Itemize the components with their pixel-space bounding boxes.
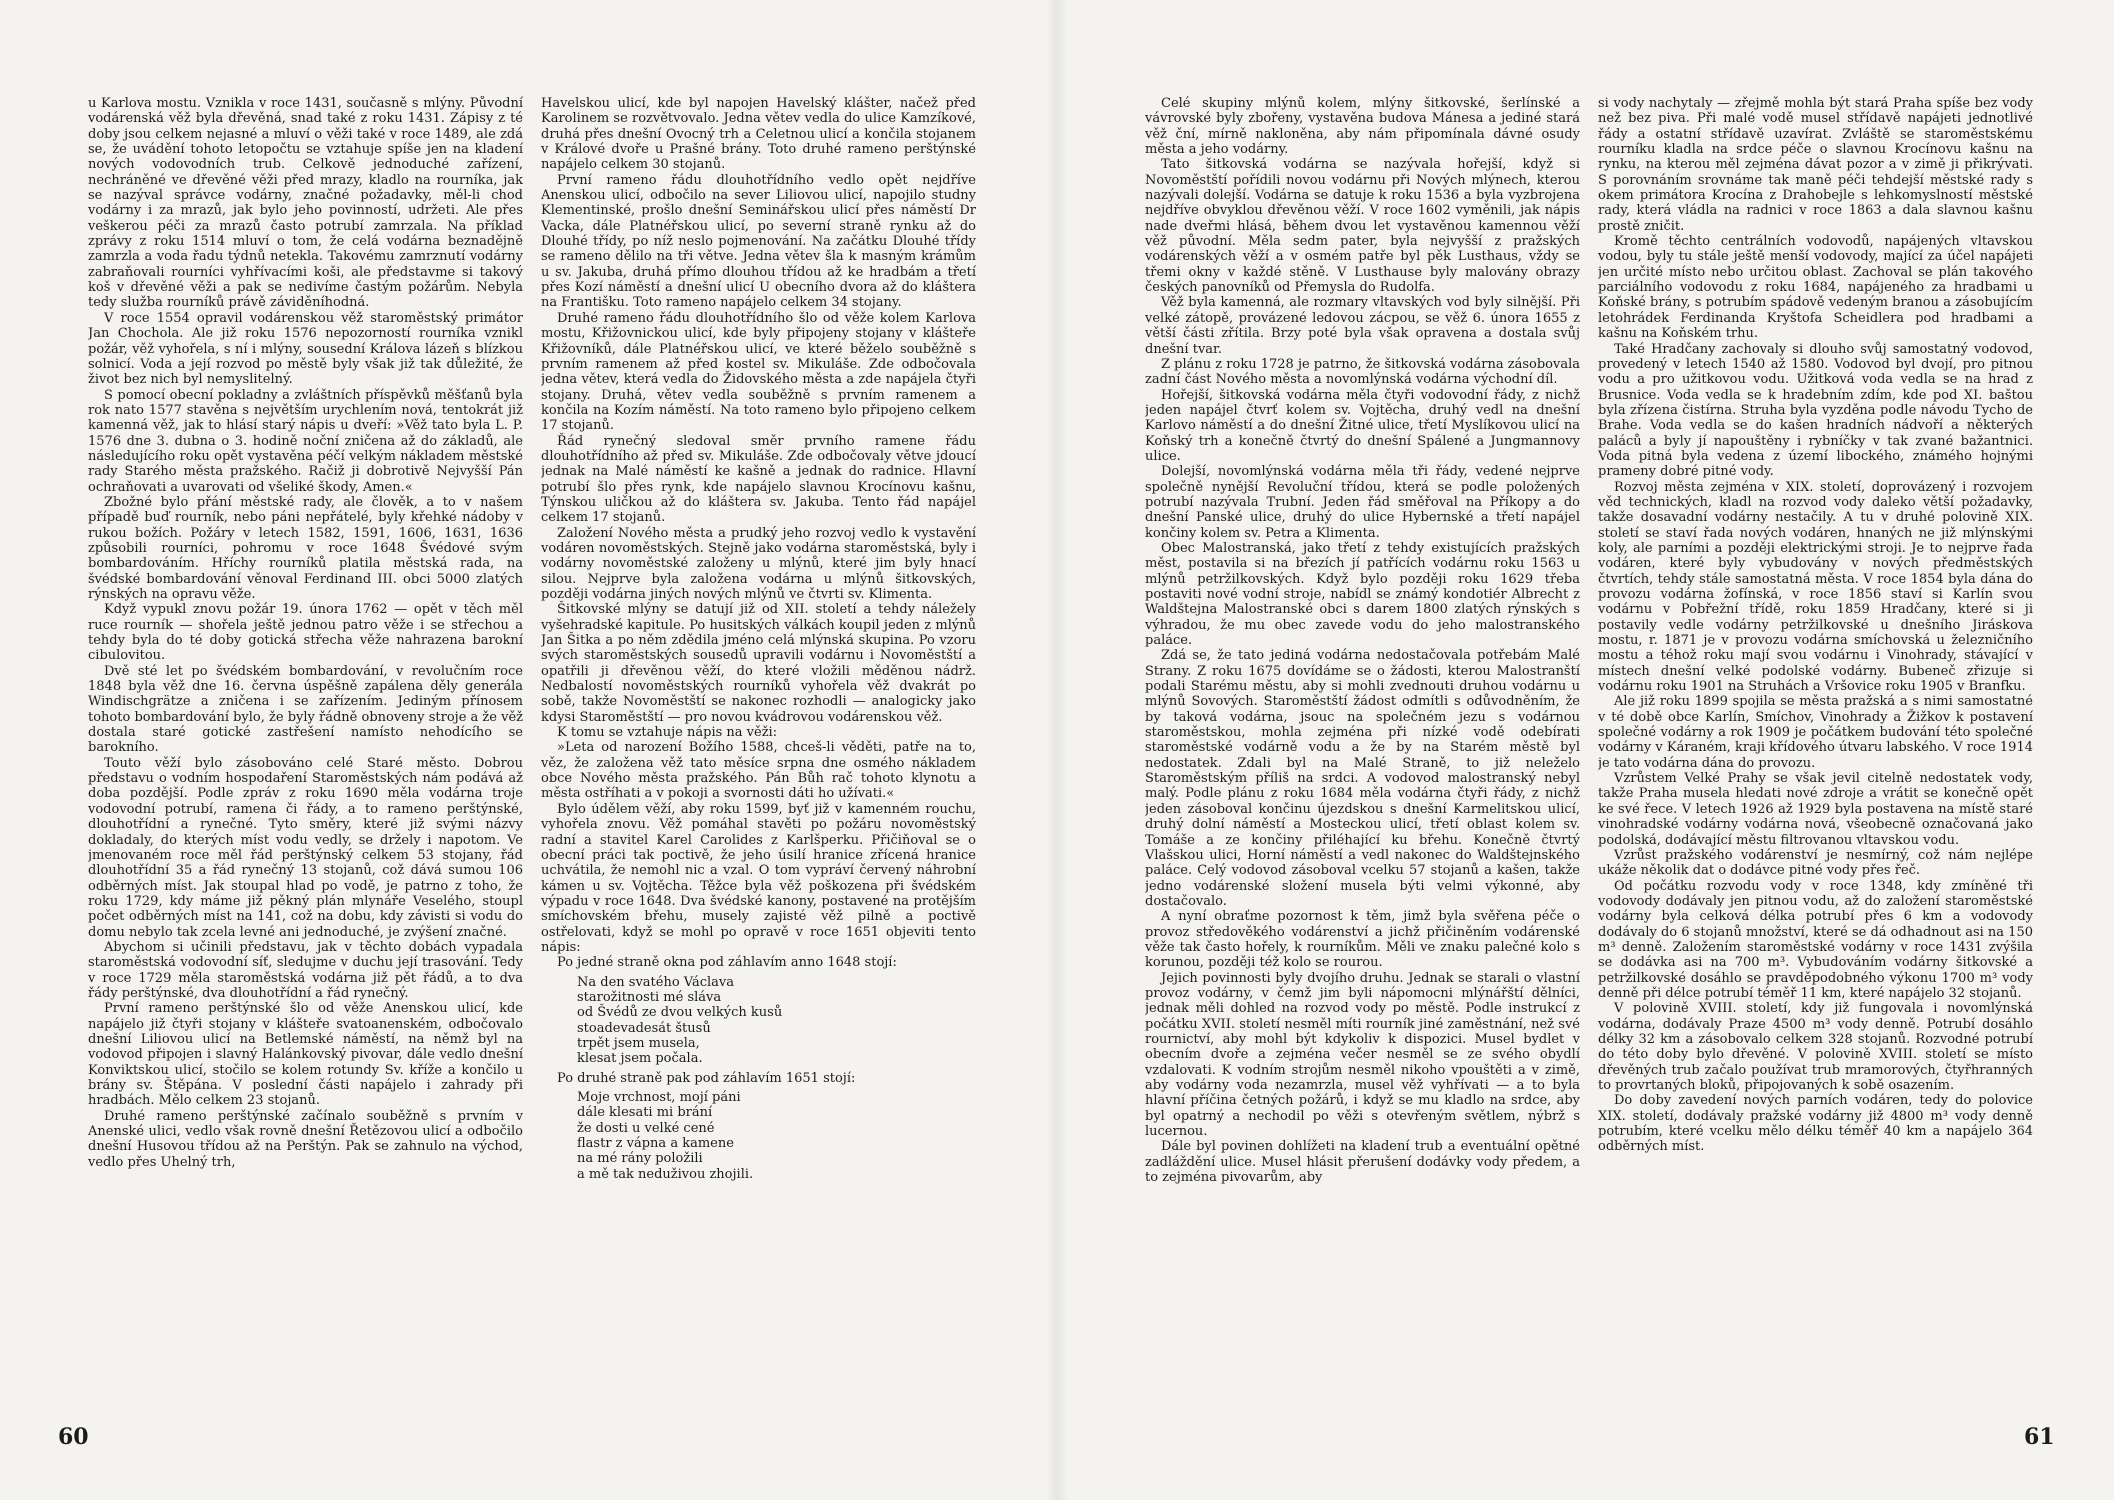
left-page-column-1 [88, 96, 523, 1396]
paragraph: Řád rynečný sledoval směr prvního ramene řádu dlouhotřídního až před sv. Mikuláše. Zde odbočovaly větve jdoucí jednak na Malé náměstí ke kašně a jednak do radnice. Hlavní potrubí šlo přes rynk, kde napájelo slavnou Krocínovu kašnu, Týnskou uličkou až do kláštera sv. Jakuba. Tento řád napájel celkem 17 stojanů. [541, 433, 976, 526]
verse-inscription [577, 1090, 976, 1182]
paragraph: Po druhé straně pak pod záhlavím 1651 stojí: [557, 1070, 856, 1086]
verse-line: klesat jsem počala. [577, 1051, 703, 1067]
paragraph: Hořejší, šitkovská vodárna měla čtyři vodovodní řády, z nichž jeden napájel čtvrť kolem sv. Vojtěcha, druhý vedl na dnešní Karlovo náměstí a do dnešní Žitné ulice, třetí Myslíkovou ulicí na Koňský trh a konečně čtvrtý do dnešní Spálené a Jungmannovy ulice. [1145, 387, 1580, 464]
paragraph: si vody nachytaly — zřejmě mohla být stará Praha spíše bez vody než bez piva. Při malé vodě musel střídavě napájeti jednotlivé řády a ostatní střídavě uzavírat. Zvláště se staroměstskému rourníku kladla na srdce péče o slavnou Krocínovu kašnu na rynku, na kterou měl zejména dávat pozor a v zimě ji přikrývati. S porovnáním srovnáme tak maně péči tehdejší městské rady s okem primátora Krocína z Drahobejle s lehkomyslností městské rady, která vládla na radnici v roce 1863 a dala slavnou kašnu prostě zničit. [1598, 96, 2033, 234]
paragraph: Ale již roku 1899 spojila se města pražská a s nimi samostatné v té době obce Karlín, Smíchov, Vinohrady a Žižkov k postavení společné vodárny a rok 1909 je počátkem budování této společné vodárny v Káraném, kraji křídového útvaru labského. V roce 1914 je tato vodárna dána do provozu. [1598, 694, 2033, 771]
paragraph: Druhé rameno řádu dlouhotřídního šlo od věže kolem Karlova mostu, Křižovnickou ulicí, kde byly připojeny stojany v klášteře Křižovníků, dále Platnéřskou ulicí, ve které běželo souběžně s prvním ramenem až před kostel sv. Mikuláše. Zde odbočovala jedna větev, která vedla do Židovského města a zde napájela čtyři stojany. Druhá, větev vedla souběžně s prvním ramenem a končila na Kozím náměstí. Na toto rameno bylo připojeno celkem 17 stojanů. [541, 310, 976, 434]
paragraph: Havelskou ulicí, kde byl napojen Havelský klášter, načež před Karolinem se rozvětvovalo. Jedna větev vedla do ulice Kamzíkové, druhá přes dnešní Ovocný trh a Celetnou ulicí a končila stojanem v Králové dvoře u Prašné brány. Toto druhé rameno perštýnské napájelo celkem 30 stojanů. [541, 96, 976, 173]
paragraph: Celé skupiny mlýnů kolem, mlýny šitkovské, šerlínské a vávrovské byly zbořeny, vystavěna budova Mánesa a jediné stará věž ční, mírně nakloněna, aby nám připomínala dávné osudy města a jeho vodárny. [1145, 96, 1580, 158]
verse-line: starožitnosti mé sláva [577, 989, 722, 1005]
paragraph: Z plánu z roku 1728 je patrno, že šitkovská vodárna zásobovala zadní část Nového města a novomlýnská vodárna východní díl. [1145, 356, 1580, 388]
paragraph: Také Hradčany zachovaly si dlouho svůj samostatný vodovod, provedený v letech 1540 až 1580. Vodovod byl dvojí, pro pitnou vodu a pro užitkovou vodu. Užitková voda vedla se na hrad z Brusnice. Voda vedla se k hradebním zdím, kde pod XI. baštou byla zřízena čistírna. Struha byla vyzděna podle návodu Tycho de Brahe. Voda vedla se do kašen hradních nádvoří a některých paláců a byly jí napouštěny i rybníčky v tak zvané bažantnici. Voda pitná byla vedena z území libockého, známého hojnými prameny dobré pitné vody. [1598, 341, 2033, 480]
paragraph: První rameno perštýnské šlo od věže Anenskou ulicí, kde napájelo již čtyři stojany v klášteře svatoanenském, odbočovalo dnešní Liliovou ulicí na Betlemské náměstí, na němž byl na vodovod připojen i slavný Halánkovský pivovar, dále vedlo dnešní Konviktskou ulicí, stočilo se kolem rotundy Sv. kříže a končilo u brány sv. Štěpána. V poslední části napájelo i zahrady při hradbách. Mělo celkem 23 stojanů. [88, 1001, 523, 1109]
paragraph: Dvě sté let po švédském bombardování, v revolučním roce 1848 byla věž dne 16. června úspěšně zapálena děly generála Windischgrätze a zničena i se zařízením. Jediným přínosem tohoto bombardování bylo, že byly řádně obnoveny stroje a že věž dostala staré gotické zastřešení namísto nehodícího se barokního. [88, 663, 523, 756]
verse-line: Na den svatého Václava [577, 974, 735, 990]
paragraph: Bylo údělem věží, aby roku 1599, byť již v kamenném rouchu, vyhořela znovu. Věž pomáhal stavěti po požáru novoměstský radní a stavitel Karel Carolides z Karlšperku. Přičiňoval se o obecní práci tak poctivě, že jeho úsilí hranice zřícená hranice uchvátila, že nemohl nic a vzal. O tom vypráví červený náhrobní kámen u sv. Vojtěcha. Těžce byla věž poškozena při švédském výpadu v roce 1648. Dva švédské kanony, postavené na protějším smíchovském břehu, musely zajisté věž pilně a poctivě ostřelovati, když se mohl po opravě v roce 1651 objeviti tento nápis: [541, 801, 976, 955]
paragraph: Rozvoj města zejména v XIX. století, doprovázený i rozvojem věd technických, kladl na rozvod vody daleko větší požadavky, takže dosavadní vodárny nestačily. A tu v druhé polovině XIX. století se staví řada nových vodáren, hnaných ne již mlýnskými koly, ale parními a později elektrickými stroji. Je to nejprve řada vodáren, které byly vybudovány v nových předměstských čtvrtích, tehdy stále samostatná města. V roce 1854 byla dána do provozu vodárna žofínská, v roce 1856 staví si Karlín svou vodárnu v Pobřežní třídě, roku 1859 Hradčany, které si ji postavily vedle vodárny petržilkovské u dnešního Jiráskova mostu, r. 1871 je v provozu vodárna smíchovská u železničního mostu a téhož roku mají svou vodárnu i Vinohrady, stávající v místech dnešní velké podolské vodárny. Bubeneč zřizuje si vodárnu roku 1901 na Struhách a Vršovice roku 1905 v Branfku. [1598, 479, 2033, 695]
right-page-column-2 [1598, 96, 2033, 1396]
right-page-column-1 [1145, 96, 1580, 1396]
paragraph: Když vypukl znovu požár 19. února 1762 — opět v těch měl ruce rourník — shořela ještě jednou patro věže i se střechou a tehdy byla do té doby gotická střecha věže nahrazena barokní cibulovitou. [88, 602, 523, 664]
verse-line: od Švédů ze dvou velkých kusů [577, 1005, 783, 1021]
page-number-right: 61 [2024, 1424, 2055, 1450]
paragraph: Po jedné straně okna pod záhlavím anno 1648 stojí: [557, 955, 897, 971]
paragraph: S pomocí obecní pokladny a zvláštních příspěvků měšťanů byla rok nato 1577 stavěna s největším urychlením nová, tentokrát již kamenná věž, jak to hlásí starý nápis u dveří: »Věž tato byla L. P. 1576 dne 3. dubna o 3. hodině noční zničena až do základů, ale následujícího roku opět vystavěna péčí velkým nákladem městské rady Starého města pražského. Račiž ji dobrotivě Nejvyšší Pán ochraňovati a uvarovati od všeliké škody, Amen.« [88, 387, 523, 495]
verse-line: na mé rány položili [577, 1151, 703, 1167]
paragraph: Abychom si učinili představu, jak v těchto dobách vypadala staroměstská vodovodní síť, sledujme v duchu její trasování. Tedy v roce 1729 měla staroměstská vodárna již pět řádů, a to dva řády perštýnské, dva dlouhotřídní a řád rynečný. [88, 939, 523, 1001]
paragraph: Založení Nového města a prudký jeho rozvoj vedlo k vystavění vodáren novoměstských. Stejně jako vodárna staroměstská, byly i vodárny novoměstské založeny u mlýnů, které jim byly hnací silou. Nejprve byla založena vodárna u mlýnů šitkovských, později vodárna jiných nových mlýnů ve čtvrti sv. Klimenta. [541, 525, 976, 602]
verse-line: Moje vrchnost, mojí páni [577, 1090, 741, 1105]
paragraph: K tomu se vztahuje nápis na věži: [557, 725, 778, 741]
paragraph: Zbožné bylo přání městské rady, ale člověk, a to v našem případě buď rourník, nebo páni nepřátelé, byly křehké nádoby v rukou božích. Požáry v letech 1582, 1591, 1606, 1631, 1636 způsobili rourníci, pohromu v roce 1648 Švédové svým bombardováním. Hříchy rourníků platila městská rada, na švédské bombardování věnoval Ferdinand III. obci 5000 zlatých rýnských na opravu věže. [88, 494, 523, 602]
paragraph: Od počátku rozvodu vody v roce 1348, kdy zmíněné tři vodovody dodávaly jen pitnou vodu, až do založení staroměstské vodárny byla celková délka potrubí přes 6 km a vodovody dodávaly do 6 stojanů množství, které se dá odhadnout asi na 150 m³ denně. Založením staroměstské vodárny v roce 1431 zvýšila se dodávka asi na 700 m³. Vybudováním vodárny šitkovské a petržilkovské dosáhlo se pravděpodobného výkonu 1700 m³ vody denně při délce potrubí téměř 11 km, které napájelo 32 stojanů. [1598, 878, 2033, 1001]
paragraph: Tato šitkovská vodárna se nazývala hořejší, když si Novoměstští pořídili novou vodárnu při Nových mlýnech, kterou nazývali dolejší. Vodárna se datuje k roku 1536 a byla vyzbrojena nejdříve obvyklou dřevěnou věží. V roce 1602 vyměnili, jak nápis nade dveřmi hlásá, během dvou let vystavěnou kamennou věží věž původní. Měla sedm pater, byla nejvyšší z pražských vodárenských věží a v osmém patře byl pěk Lusthaus, vždy se třemi okny v každé stěně. V Lusthause byly malovány obrazy českých panovníků od Přemysla do Rudolfa. [1145, 157, 1580, 296]
right-page [1057, 0, 2114, 1500]
paragraph: Dále byl povinen dohlížeti na kladení trub a eventuální opětné zadláždění ulice. Musel hlásit přerušení dodávky vody předem, a to zejména pivovarům, aby [1145, 1139, 1580, 1186]
paragraph: Druhé rameno perštýnské začínalo souběžně s prvním v Anenské ulici, vedlo však rovně dnešní Řetězovou ulicí a odbočilo dnešní Husovou třídou až na Perštýn. Pak se zahnulo na východ, vedlo přes Uhelný trh, [88, 1108, 523, 1170]
page-number-left: 60 [58, 1424, 89, 1450]
verse-line: že dosti u velké cené [577, 1120, 715, 1136]
verse-line: dále klesati mi brání [577, 1105, 713, 1121]
left-page-column-2 [541, 96, 976, 1396]
paragraph: Do doby zavedení nových parních vodáren, tedy do polovice XIX. století, dodávaly pražské vodárny již 4800 m³ vody denně potrubím, které vcelku mělo délku téměř 40 km a napájelo 364 odběrných míst. [1598, 1093, 2033, 1155]
paragraph: Věž byla kamenná, ale rozmary vltavských vod byly silnější. Při velké zátopě, provázené ledovou zácpou, se věž 6. února 1655 z větší části zřítila. Brzy poté byla však opravena a dostala svůj dnešní tvar. [1145, 295, 1580, 357]
paragraph: Dolejší, novomlýnská vodárna měla tři řády, vedené nejprve společně nynější Revoluční třídou, která se podle položených potrubí nazývala Trubní. Jeden řád směřoval na Příkopy a do dnešní Panské ulice, druhý do ulice Hybernské a třetí napájel končiny kolem sv. Petra a Klimenta. [1145, 464, 1580, 541]
paragraph: Vzrůst pražského vodárenství je nesmírný, což nám nejlépe ukáže několik dat o dodávce pitné vody přes řeč. [1598, 847, 2033, 879]
verse-line: trpět jsem musela, [577, 1035, 700, 1051]
paragraph: u Karlova mostu. Vznikla v roce 1431, současně s mlýny. Původní vodárenská věž byla dřevěná, snad také z roku 1431. Zápisy z té doby jsou celkem nejasné a mluví o věži také v roce 1489, ale zdá se, že uvádění tohoto letopočtu se vztahuje spíše jen na kladení nových vodovodních trub. Celkově jednoduché zařízení, nechráněné ve dřevěné věži před mrazy, kladlo na rourníka, jak se nazýval správce vodárny, značné požadavky, měl-li chod vodárny i za mrazů, jak bylo jeho povinností, udržeti. Ale přes veškerou péči za mrazů často potrubí zamrzala. Na příklad zprávy z roku 1514 mluví o tom, že celá vodárna beznadějně zamrzla a voda řadu týdnů netekla. Takovému zamrznutí vodárny zabraňovali rourníci vyhřívacími koši, ale představme si takový koš v dřevěné věži a pak se nedivíme častým požárům. Nebyla tedy služba rourníků právě záviděníhodná. [88, 96, 523, 311]
paragraph: Obec Malostranská, jako třetí z tehdy existujících pražských měst, postavila si na březích jí patřících vodárnu roku 1563 u mlýnů petržilkovských. Když bylo později roku 1629 třeba postaviti nové vodní stroje, nabídl se známý kondotiér Albrecht z Waldštejna Malostranské obci s darem 1800 zlatých rýnských s výhradou, že mu obec zavede vodu do jeho malostranského paláce. [1145, 540, 1580, 649]
paragraph: Šitkovské mlýny se datují již od XII. století a tehdy náležely vyšehradské kapitule. Po husitských válkách koupil jeden z mlýnů Jan Šitka a po něm zdědila jméno celá mlýnská skupina. Po vzoru svých staroměstských sousedů upravili vodárnu i Novoměstští a opatřili ji dřevěnou věží, do které vložili měděnou nádrž. Nedbalostí novoměstských rourníků vyhořela věž dvakrát po sobě, takže Novoměstští se nakonec rozhodli — analogicky jako kdysi Staroměstští — pro novou kvádrovou vodárenskou věž. [541, 602, 976, 725]
paragraph: První rameno řádu dlouhotřídního vedlo opět nejdříve Anenskou ulicí, odbočilo na sever Liliovou ulicí, napojilo studny Klementinské, prošlo dnešní Seminářskou ulicí přes náměstí Dr Vacka, dále Platnéřskou ulicí, po severní straně rynku až do Dlouhé třídy, po níž neslo pojmenování. Na začátku Dlouhé třídy se rameno dělilo na tři větve. Jedna větev šla k masným krámům u sv. Jakuba, druhá přímo dlouhou třídou až ke hradbám a třetí přes Kozí náměstí a dnešní ulicí U obecního dvora až do kláštera na Františku. Toto rameno napájelo celkem 34 stojany. [541, 172, 976, 311]
paragraph: Touto věží bylo zásobováno celé Staré město. Dobrou představu o vodním hospodaření Staroměstských nám podává až doba pozdější. Podle zpráv z roku 1690 měla vodárna troje vodovodní potrubí, ramena či řády, a to rameno perštýnské, dlouhotřídní a rynečné. Tyto směry, které již svými názvy dokladaly, do kterých míst vodu vedly, se držely i napotom. Ve jmenovaném roce měl řád perštýnský celkem 53 stojany, řád dlouhotřídní 35 a řád rynečný 13 stojanů, což dává sumou 106 odběrných míst. Jak stoupal hlad po vodě, je patrno z toho, že roku 1729, kdy máme již pěkný plán mlynáře Veselého, stoupl počet odběrných míst na 141, což na dobu, kdy závisti si vodu do domu nebylo tak zcela levné ani jednoduché, je zvýšení značné. [88, 755, 523, 940]
paragraph: »Leta od narození Božího 1588, chceš-li věděti, patře na to, věz, že založena věž tato měsíce srpna dne osmého nákladem obce Nového města pražského. Pán Bůh rač tohoto klynotu a města ostříhati a v pokoji a svornosti dáti ho užívati.« [541, 740, 976, 802]
paragraph: Vzrůstem Velké Prahy se však jevil citelně nedostatek vody, takže Praha musela hledati nové zdroje a vrátit se konečně opět ke své řece. V letech 1926 až 1929 byla postavena na místě staré vinohradské vodárny vodárna nová, všeobecně označovaná jako podolská, dodávající městu filtrovanou vltavskou vodu. [1598, 771, 2033, 848]
paragraph: A nyní obraťme pozornost k těm, jimž byla svěřena péče o provoz středověkého vodárenství a jichž přičiněním vodárenské věže tak často hořely, k rourníkům. Měli ve znaku palečné kolo s korunou, později též kolo se rourou. [1145, 909, 1580, 971]
paragraph: V roce 1554 opravil vodárenskou věž staroměstský primátor Jan Chochola. Ale již roku 1576 nepozorností rourníka vznikl požár, věž vyhořela, s ní i mlýny, sousední Králova lázeň s blízkou solnicí. Voda a její rozvod po městě byly však již tak důležité, že život bez nich byl nemyslitelný. [88, 310, 523, 388]
paragraph: V polovině XVIII. století, kdy již fungovala i novomlýnská vodárna, dodávaly Praze 4500 m³ vody denně. Potrubí dosáhlo délky 32 km a zásobovalo celkem 328 stojanů. Rozvodné potrubí do této doby bylo dřevěné. V polovině XVIII. století se místo dřevěných trub začalo používat trub mramorových, čtyřhranných to provrtaných bloků, připojovaných k sobě osazením. [1598, 1001, 2033, 1093]
verse-line: stoadevadesát štusů [577, 1020, 711, 1036]
verse-line: flastr z vápna a kamene [577, 1136, 734, 1152]
verse-line: a mě tak neduživou zhojili. [577, 1166, 754, 1182]
paragraph: Zdá se, že tato jediná vodárna nedostačovala potřebám Malé Strany. Z roku 1675 dovídáme se o žádosti, kterou Malostranští podali Starému městu, aby si mohli zvednouti druhou vodárnu u mlýnů Sovových. Staroměstští žádost odmítli s odůvodněním, že by taková vodárna, jsouc na společném jezu s vodárnou staroměstskou, mohla zejména při nízké vodě odebírati staroměstské vodárně vodu a že by na Starém městě byl nedostatek. Zdali byl na Malé Straně, to již neleželo Staroměstským příliš na srdci. A vodovod malostranský nebyl malý. Podle plánu z roku 1684 měla vodárna čtyři řády, z nichž jeden zásoboval končinu újezdskou s dnešní Karmelitskou ulicí, druhý dolní náměstí a Mosteckou ulicí, třetí oblast kolem sv. Tomáše a ze končiny přiléhající ku břehu. Konečně čtvrtý Vlašskou ulici, Horní náměstí a vedl nakonec do Waldštejnského paláce. Celý vodovod zásoboval vcelku 57 stojanů a kašen, takže jedno vodárenské složení musela býti velmi výkonné, aby dostačovalo. [1145, 648, 1580, 909]
paragraph: Kromě těchto centrálních vodovodů, napájených vltavskou vodou, byly tu stále ještě menší vodovody, mající za účel napájeti jen určité místo nebo určitou oblast. Zachoval se plán takového parciálního vodovodu z roku 1684, napájeného za hradbami u Koňské brány, s potrubím spádově vedeným branou a zásobujícím letohrádek Ferdinanda Kryštofa Scheidlera pod hradbami a kašnu na Koňském trhu. [1598, 234, 2033, 342]
paragraph: Jejich povinnosti byly dvojího druhu. Jednak se starali o vlastní provoz vodárny, v čemž jim byli nápomocni mlýnářští dělníci, jednak měli dohled na rozvod vody po městě. Podle instrukcí z počátku XVII. století nesměl míti rourník jiné zaměstnání, než své rournictví, aby mohl být kdykoliv k dispozici. Musel bydlet v obecním dvoře a zejména večer nesměl se ze svého obydlí vzdalovati. K vodním strojům nesměl nikoho vpouštěti a v zimě, aby vodárny voda nezamrzla, musel věž vyhřívati — a to byla hlavní příčina četných požárů, i když se mu kladlo na srdce, aby byl opatrný a nechodil po věži s otevřeným světlem, nýbrž s lucernou. [1145, 970, 1580, 1140]
verse-inscription [577, 975, 976, 1067]
